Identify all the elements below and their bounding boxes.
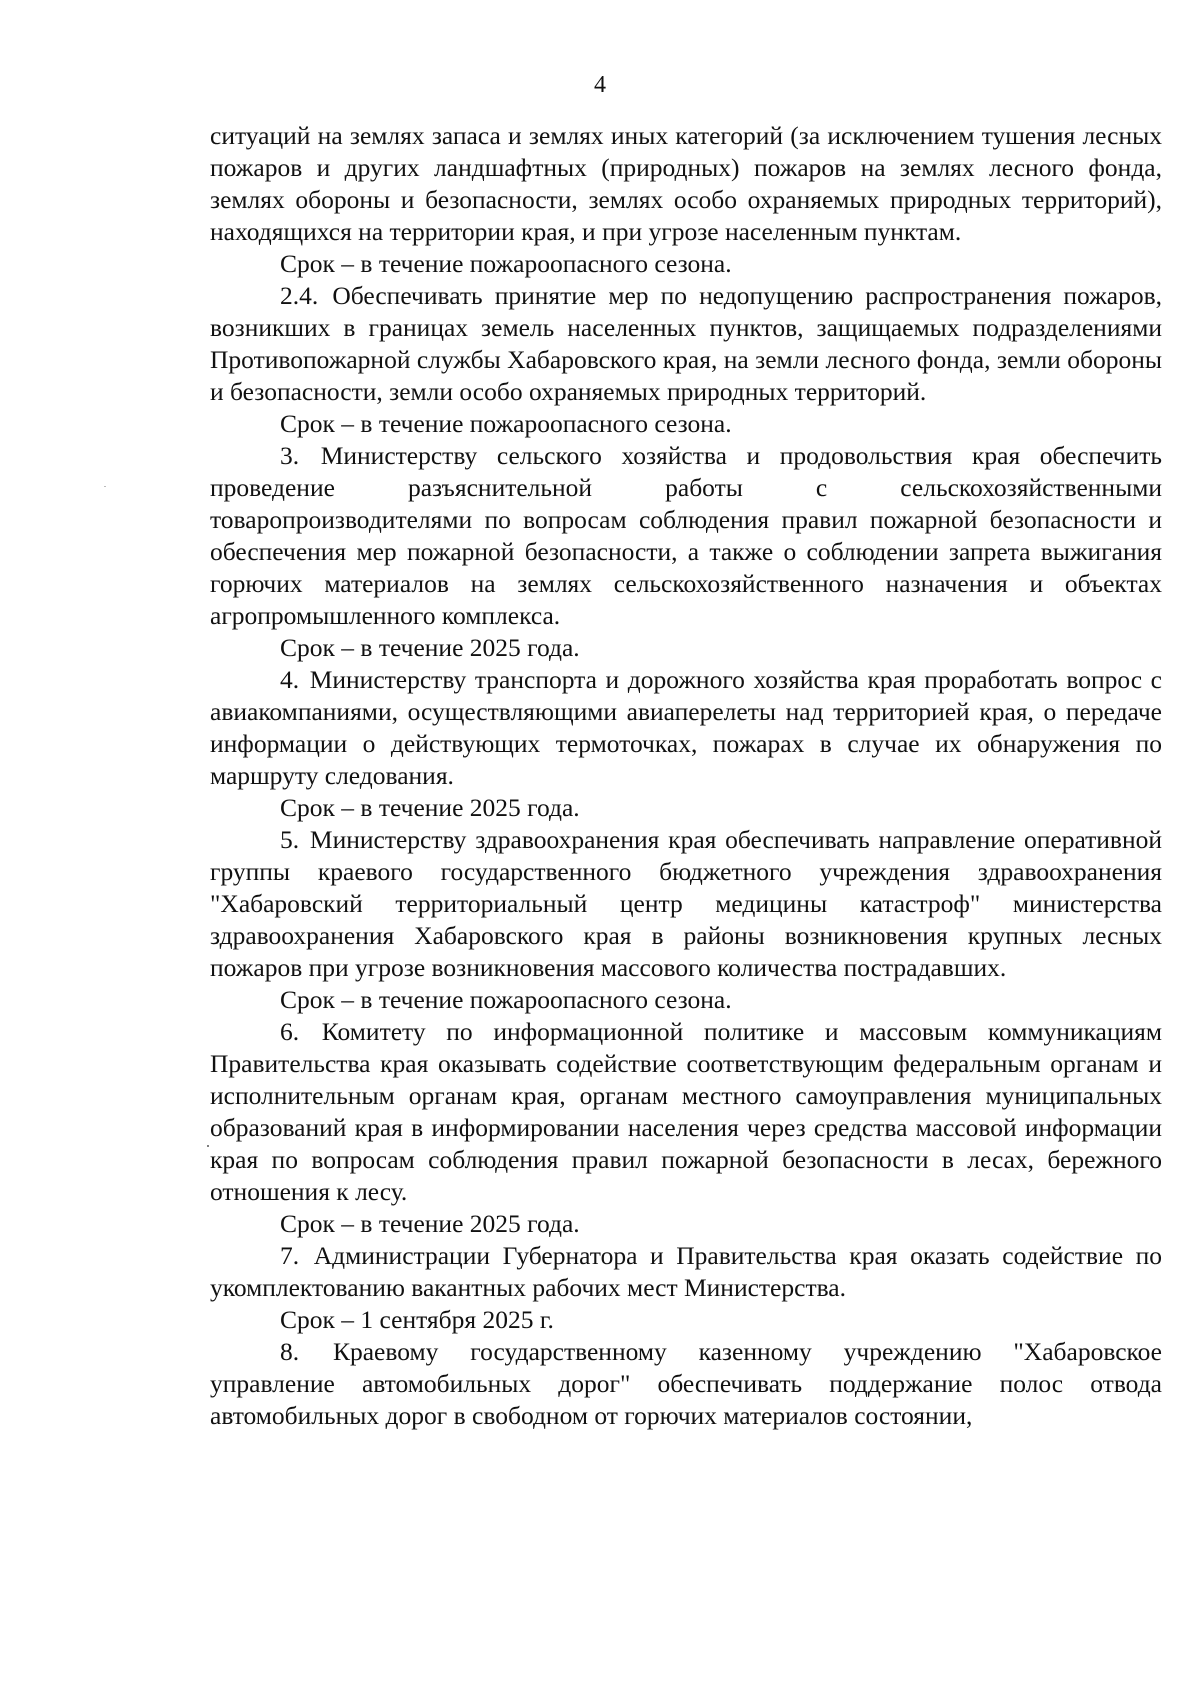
scan-speck <box>207 1145 209 1147</box>
item-text: Краевому государственному казенному учреждению "Хабаровское управление автомобильных дорог" обеспечивать поддержание полос отвода автомобильных дорог в свободном от горючих материалов состоянии, <box>210 1337 1162 1430</box>
deadline: Срок – в течение пожароопасного сезона. <box>280 249 732 278</box>
document-body <box>210 120 1162 1432</box>
deadline: Срок – в течение 2025 года. <box>280 1209 580 1238</box>
item-text: Обеспечивать принятие мер по недопущению распространения пожаров, возникших в границах земель населенных пунктов, защищаемых подразделениями Противопожарной службы Хабаровского края, на земли лесного фонда, земли обороны и безопасности, земли особо охраняемых природных территорий. <box>210 281 1163 406</box>
scan-speck <box>104 486 106 487</box>
item-text: Министерству здравоохранения края обеспечивать направление оперативной группы краевого государственного бюджетного учреждения здравоохранения "Хабаровский территориальный центр медицины катастроф" министерства здравоохранения Хабаровского края в районы возникновения крупных лесных пожаров при угрозе возникновения массового количества пострадавших. <box>210 825 1162 982</box>
item-number: 6. <box>280 1017 300 1046</box>
deadline: Срок – в течение 2025 года. <box>280 793 580 822</box>
intro-paragraph: ситуаций на землях запаса и землях иных категорий (за исключением тушения лесных пожаров и других ландшафтных (природных) пожаров на землях лесного фонда, землях обороны и безопасности, землях особо охраняемых природных территорий), находящихся на территории края, и при угрозе населенным пунктам. <box>210 121 1162 246</box>
item-number: 8. <box>280 1337 300 1366</box>
item-paragraph <box>210 1336 1162 1432</box>
item-number: 5. <box>280 825 300 854</box>
deadline: Срок – в течение пожароопасного сезона. <box>280 409 732 438</box>
item-paragraph <box>210 1240 1162 1304</box>
item-paragraph <box>210 440 1162 632</box>
item-text: Министерству сельского хозяйства и продовольствия края обеспечить проведение разъяснительной работы с сельскохозяйственными товаропроизводителями по вопросам соблюдения правил пожарной безопасности и обеспечения мер пожарной безопасности, а также о соблюдении запрета выжигания горючих материалов на землях сельскохозяйственного назначения и объектах агропромышленного комплекса. <box>210 441 1162 630</box>
item-paragraph <box>210 280 1162 408</box>
item-number: 3. <box>280 441 300 470</box>
item-number: 7. <box>280 1241 300 1270</box>
item-paragraph <box>210 824 1162 984</box>
item-paragraph <box>210 1016 1162 1208</box>
item-number: 2.4. <box>280 281 319 310</box>
deadline: Срок – в течение пожароопасного сезона. <box>280 985 732 1014</box>
deadline: Срок – в течение 2025 года. <box>280 633 580 662</box>
item-text: Министерству транспорта и дорожного хозяйства края проработать вопрос с авиакомпаниями, осуществляющими авиаперелеты над территорией края, о передаче информации о действующих термоточках, пожарах в случае их обнаружения по маршруту следования. <box>210 665 1163 790</box>
page-number: 4 <box>594 72 606 98</box>
item-paragraph <box>210 664 1162 792</box>
item-number: 4. <box>280 665 300 694</box>
item-text: Администрации Губернатора и Правительства края оказать содействие по укомплектованию вакантных рабочих мест Министерства. <box>210 1241 1162 1302</box>
item-text: Комитету по информационной политике и массовым коммуникациям Правительства края оказывать содействие соответствующим федеральным органам и исполнительным органам края, органам местного самоуправления муниципальных образований края в информировании населения через средства массовой информации края по вопросам соблюдения правил пожарной безопасности в лесах, бережного отношения к лесу. <box>210 1017 1163 1206</box>
deadline: Срок – 1 сентября 2025 г. <box>280 1305 554 1334</box>
